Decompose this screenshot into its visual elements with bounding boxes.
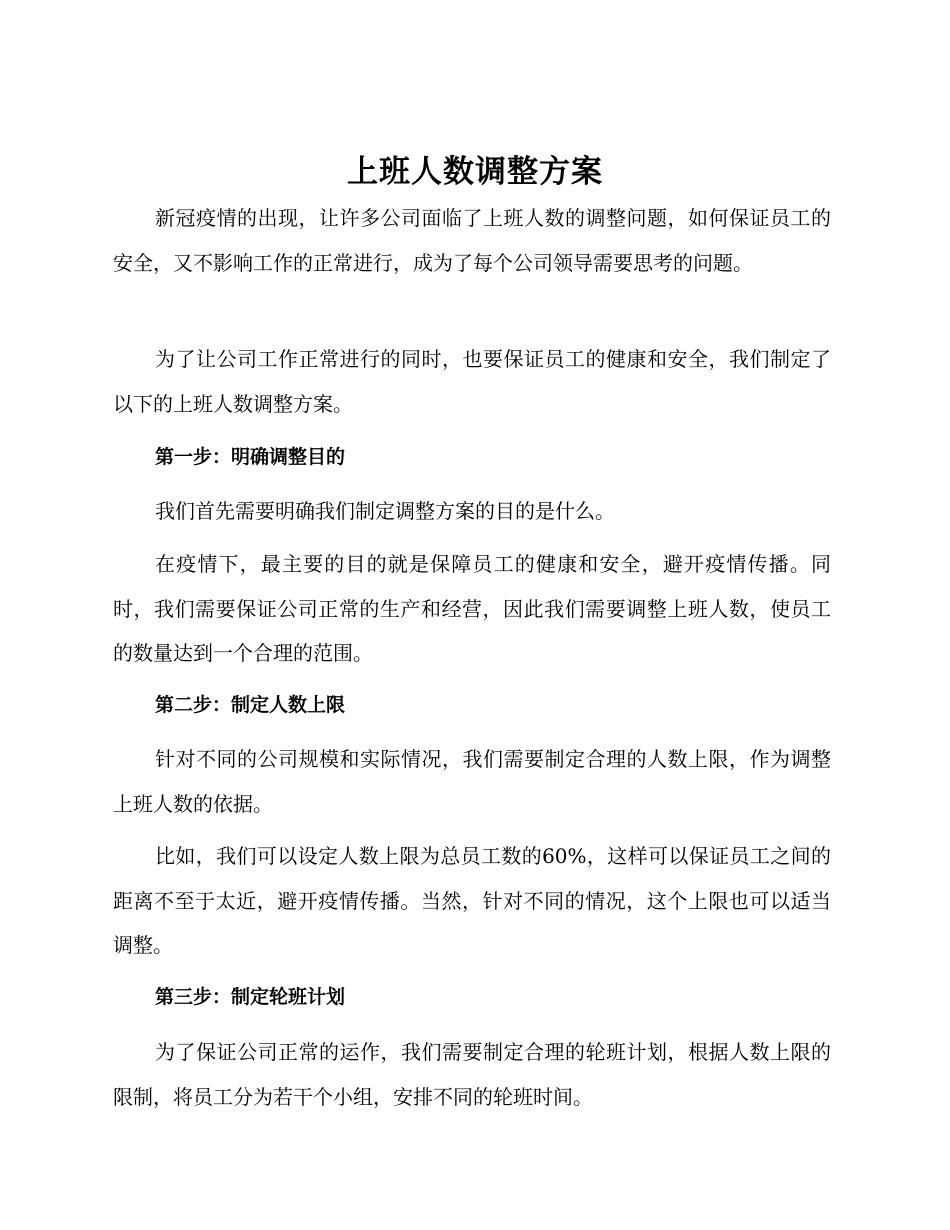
- paragraph-intro-2: 为了让公司工作正常进行的同时，也要保证员工的健康和安全，我们制定了以下的上班人数调整方案。: [113, 347, 831, 416]
- heading-step-1: 第一步：明确调整目的: [155, 446, 346, 468]
- paragraph-step-3-a: 为了保证公司正常的运作，我们需要制定合理的轮班计划，根据人数上限的限制，将员工分为若干个小组，安排不同的轮班时间。: [113, 1040, 831, 1109]
- paragraph-step-1-a: 我们首先需要明确我们制定调整方案的目的是什么。: [155, 499, 615, 523]
- document-title: 上班人数调整方案: [347, 154, 603, 190]
- heading-step-2: 第二步：制定人数上限: [155, 694, 346, 716]
- paragraph-step-1-b: 在疫情下，最主要的目的就是保障员工的健康和安全，避开疫情传播。同时，我们需要保证公司正常的生产和经营，因此我们需要调整上班人数，使员工的数量达到一个合理的范围。: [113, 552, 831, 665]
- paragraph-step-2-a: 针对不同的公司规模和实际情况，我们需要制定合理的人数上限，作为调整上班人数的依据。: [113, 747, 831, 816]
- heading-step-3: 第三步：制定轮班计划: [155, 986, 346, 1008]
- paragraph-step-2-b: 比如，我们可以设定人数上限为总员工数的60%，这样可以保证员工之间的距离不至于太近，避开疫情传播。当然，针对不同的情况，这个上限也可以适当调整。: [113, 844, 831, 957]
- paragraph-intro-1: 新冠疫情的出现，让许多公司面临了上班人数的调整问题，如何保证员工的安全，又不影响工作的正常进行，成为了每个公司领导需要思考的问题。: [113, 206, 831, 275]
